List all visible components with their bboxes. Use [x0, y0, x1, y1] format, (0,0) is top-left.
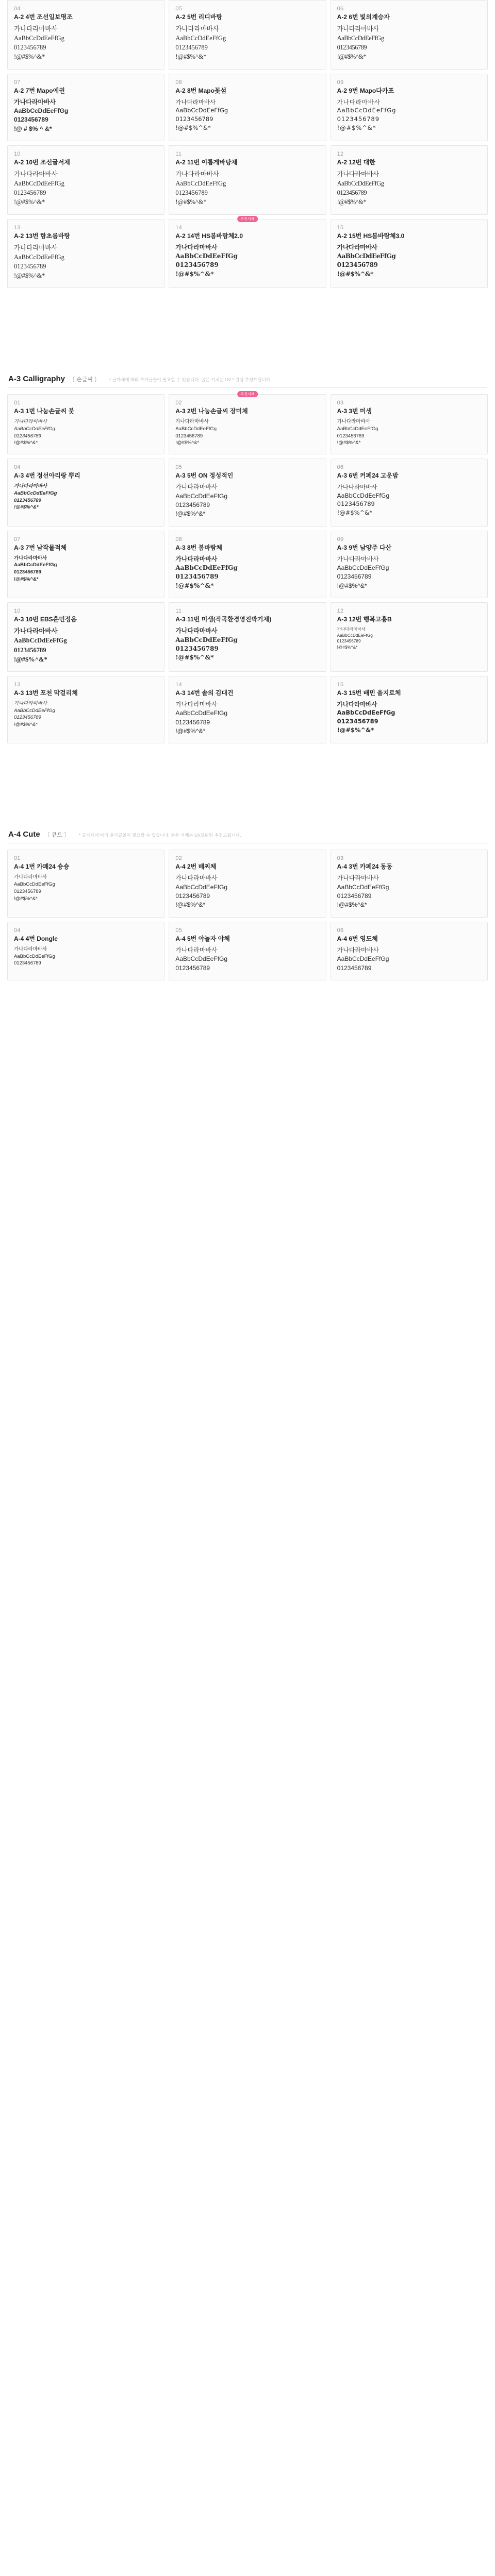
font-card[interactable]: [331, 531, 488, 599]
font-sample: [337, 24, 481, 62]
section-spacer: [0, 288, 495, 365]
font-card-number: 07: [14, 536, 21, 543]
font-sample-line: 가나다라마바사: [175, 946, 218, 954]
font-card[interactable]: [169, 922, 326, 980]
font-card-name: A-3 4번 정선아리랑 뿌리: [14, 472, 80, 480]
font-card[interactable]: [331, 676, 488, 744]
font-card-name: A-3 8번 봄바람체: [175, 544, 222, 551]
font-sample: [175, 874, 319, 910]
font-card-number: 15: [337, 681, 344, 688]
font-card-number: 15: [337, 224, 344, 231]
font-card-number: 03: [337, 855, 344, 862]
font-card-name: A-2 14번 HS봄바람체2.0: [175, 232, 243, 240]
font-sample-line: !@#$%^&*: [175, 53, 207, 61]
font-card[interactable]: [331, 74, 488, 142]
section-spacer: [0, 743, 495, 821]
font-sample-line: 가나다라마바사: [175, 627, 218, 635]
font-sample: [14, 700, 158, 728]
font-sample-line: 가나다라마바사: [337, 874, 379, 882]
font-card[interactable]: [169, 850, 326, 918]
font-sample-line: 0123456789: [175, 964, 210, 972]
font-sample-line: AaBbCcDdEeFfGg: [175, 564, 238, 572]
font-sample-line: 0123456789: [175, 115, 213, 123]
font-sample-line: AaBbCcDdEeFfGg: [14, 180, 64, 188]
font-sample-line: 0123456789: [337, 892, 372, 900]
font-sample-line: !@#$%^&*: [337, 901, 367, 909]
font-sample-line: AaBbCcDdEeFfGg: [14, 637, 67, 645]
recommended-badge: 추천서체: [237, 216, 258, 222]
font-sample-line: !@#$%^&*: [14, 504, 39, 511]
font-card-name: A-3 11번 미생(작곡환경영진박기체): [175, 616, 272, 623]
font-card-name: A-2 13번 함초롬바탕: [14, 232, 70, 240]
font-card-name: A-3 12번 행복고흥B: [337, 616, 392, 623]
font-sample-line: AaBbCcDdEeFfGg: [337, 180, 384, 188]
font-sample-line: AaBbCcDdEeFfGg: [175, 35, 226, 42]
font-sample-line: 0123456789: [14, 433, 41, 439]
font-card[interactable]: [169, 74, 326, 142]
font-card-number: 13: [14, 681, 21, 688]
font-card[interactable]: [169, 0, 326, 70]
font-card[interactable]: [7, 531, 164, 599]
font-card-name: A-2 15번 HS봄바람체3.0: [337, 232, 405, 240]
font-sample: [175, 946, 319, 973]
font-sample: [175, 626, 319, 663]
font-card-number: 02: [175, 400, 183, 406]
font-sample-line: 0123456789: [14, 116, 48, 124]
font-sample-line: 0123456789: [337, 261, 378, 269]
font-sample-line: AaBbCcDdEeFfGg: [175, 883, 228, 891]
font-card-name: A-3 1번 나눔손글씨 붓: [14, 408, 75, 415]
font-sample-line: AaBbCcDdEeFfGg: [14, 107, 69, 114]
font-sample-line: !@#$%^&*: [337, 726, 374, 734]
font-sample: [175, 24, 319, 62]
font-card-name: A-3 15번 배민 을지로체: [337, 689, 401, 697]
font-sample-line: !@#$%^&*: [175, 198, 207, 206]
font-sample-line: 0123456789: [175, 718, 210, 726]
font-sample-line: 가나다라마바사: [14, 419, 47, 425]
font-card-number: 05: [175, 464, 183, 471]
font-sample: [175, 555, 319, 591]
font-sample-line: 0123456789: [337, 115, 380, 123]
font-card-number: 11: [175, 151, 182, 158]
font-sample-line: 가나다라마바사: [175, 98, 216, 106]
font-card-number: 06: [337, 464, 344, 471]
font-card-number: 11: [175, 608, 182, 615]
font-sample-line: 0123456789: [175, 189, 208, 197]
font-sample-line: AaBbCcDdEeFfGg: [14, 490, 57, 496]
font-card-name: A-3 9번 남양주 다산: [337, 544, 392, 551]
font-card-number: 14: [175, 224, 183, 231]
font-sample-line: !@#$%^&*: [175, 440, 200, 446]
font-sample-line: AaBbCcDdEeFfGg: [337, 107, 397, 114]
font-sample-line: 0123456789: [337, 433, 365, 439]
font-sample-line: 0123456789: [14, 646, 46, 654]
font-card-name: A-3 14번 솔의 김대건: [175, 689, 234, 697]
font-card[interactable]: [7, 850, 164, 918]
section-title: A-3 Calligraphy: [8, 375, 65, 384]
font-sample: [337, 946, 481, 973]
font-sample-line: 가나다라마바사: [337, 946, 379, 954]
font-sample-line: 가나다라마바사: [337, 419, 370, 425]
font-card[interactable]: [169, 219, 326, 289]
font-sample: [175, 170, 319, 207]
font-sample-line: AaBbCcDdEeFfGg: [14, 953, 55, 959]
font-sample-line: !@#$%^&*: [14, 895, 38, 902]
font-sample-line: AaBbCcDdEeFfGg: [14, 562, 57, 568]
font-card-name: A-3 2번 나눔손글씨 장미체: [175, 408, 248, 415]
font-card-name: A-3 10번 EBS훈민정음: [14, 616, 77, 623]
font-card[interactable]: [169, 145, 326, 215]
font-card[interactable]: [169, 394, 326, 454]
font-sample-line: 가나다라마바사: [14, 171, 58, 178]
font-sample: [175, 418, 319, 447]
font-card-number: 03: [337, 400, 344, 406]
font-sample: [337, 483, 481, 517]
font-sample-line: 가나다라마바사: [175, 700, 218, 708]
font-card-name: A-2 11번 이롭게바탕체: [175, 159, 238, 166]
font-card-number: 05: [175, 6, 183, 12]
font-card[interactable]: [331, 459, 488, 527]
font-card-name: A-4 2번 배찌체: [175, 863, 217, 871]
font-sample: [14, 483, 158, 511]
font-sample: [14, 555, 158, 583]
font-card-number: 01: [14, 400, 21, 406]
font-sample-line: AaBbCcDdEeFfGg: [337, 955, 389, 963]
font-sample-line: AaBbCcDdEeFfGg: [14, 707, 55, 714]
font-sample: [14, 24, 158, 62]
font-sample-line: 가나다라마바사: [337, 171, 379, 178]
section-divider: [8, 387, 487, 388]
font-sample-line: 가나다라마바사: [337, 483, 377, 491]
font-sample-line: !@#$%^&*: [337, 270, 374, 278]
font-sample-line: !@#$%^&*: [14, 198, 45, 206]
font-card[interactable]: [7, 145, 164, 215]
font-card-number: 07: [14, 79, 21, 86]
font-sample-line: 가나다라마바사: [337, 25, 379, 32]
font-card[interactable]: [331, 850, 488, 918]
font-card-number: 01: [14, 855, 21, 862]
font-sample-line: 0123456789: [337, 44, 367, 52]
font-card[interactable]: [331, 922, 488, 980]
font-card-number: 10: [14, 151, 21, 158]
font-card[interactable]: [7, 219, 164, 289]
font-sample-line: 0123456789: [175, 501, 210, 509]
font-card-number: 10: [14, 608, 21, 615]
font-sample-line: 0123456789: [337, 189, 367, 197]
font-sample-line: !@#$%^&*: [14, 272, 45, 279]
font-sample-line: !@#$%^&*: [175, 510, 206, 518]
font-sample-line: 0123456789: [337, 964, 372, 972]
font-sample-line: AaBbCcDdEeFfGg: [175, 709, 228, 717]
font-card-name: A-3 3번 미생: [337, 408, 372, 415]
sections-root: [0, 0, 495, 980]
section-header: [0, 365, 495, 387]
font-sample-line: !@#$%^&*: [14, 53, 45, 61]
font-sample: [337, 243, 481, 279]
font-sample-line: 가나다라마바사: [337, 98, 381, 106]
font-sample: [337, 700, 481, 735]
font-card-name: A-2 8번 Mapo꽃섬: [175, 87, 227, 94]
font-card[interactable]: [331, 602, 488, 672]
font-card[interactable]: [331, 0, 488, 70]
font-sample-line: 가나다라마바사: [175, 243, 218, 251]
font-card-number: 05: [175, 927, 183, 934]
font-sample-line: 가나다라마바사: [175, 25, 219, 32]
font-sample-line: AaBbCcDdEeFfGg: [337, 35, 384, 42]
font-sample-line: !@#$%^&*: [14, 440, 38, 446]
section-note: * 글자체에 따라 추가글꼴이 필요할 수 있습니다. 굵은 서체는 UV프린팅 추천드립니다.: [109, 377, 272, 383]
recommended-badge: 추천서체: [237, 391, 258, 397]
font-sample-line: 0123456789: [175, 44, 208, 52]
font-sample-line: AaBbCcDdEeFfGg: [14, 253, 64, 261]
font-sample-line: 0123456789: [14, 497, 41, 503]
font-card-number: 04: [14, 464, 21, 471]
font-card-name: A-4 6번 영도체: [337, 935, 378, 942]
font-sample-line: 가나다라마바사: [175, 483, 218, 491]
font-card[interactable]: [169, 676, 326, 744]
font-sample: [337, 98, 481, 132]
font-sample: [337, 170, 481, 207]
font-card[interactable]: [331, 145, 488, 215]
font-catalog-page: [0, 0, 495, 980]
font-card[interactable]: [169, 459, 326, 527]
font-sample-line: 가나다라마바사: [337, 700, 377, 708]
font-sample: [337, 418, 481, 447]
font-sample-line: !@#$%^&*: [175, 654, 214, 662]
font-card[interactable]: [7, 602, 164, 672]
font-card-name: A-3 7번 남작물적체: [14, 544, 67, 551]
font-sample: [14, 874, 158, 902]
font-sample-line: AaBbCcDdEeFfGg: [14, 882, 55, 888]
font-card-number: 04: [14, 6, 21, 12]
font-sample-line: 0123456789: [14, 960, 41, 967]
font-sample-line: 0123456789: [175, 892, 210, 900]
font-card-name: A-2 4번 조선일보명조: [14, 13, 73, 21]
font-sample-line: AaBbCcDdEeFfGg: [175, 107, 228, 114]
font-sample: [175, 243, 319, 279]
font-sample-line: 가나다라마바사: [14, 483, 47, 489]
font-sample-line: 가나다라마바사: [14, 700, 47, 706]
section-title: A-4 Cute: [8, 830, 40, 839]
section-note: * 글자체에 따라 추가글꼴이 필요할 수 있습니다. 굵은 서체는 UV프린팅 추천드립니다.: [79, 833, 241, 838]
font-sample-line: !@#$%^&*: [175, 270, 214, 278]
font-card-grid: [0, 394, 495, 743]
font-card-name: A-4 1번 카페24 숑숑: [14, 863, 70, 871]
section-subtitle: 〔 손글씨 〕: [69, 377, 101, 383]
font-card-number: 06: [337, 927, 344, 934]
font-sample: [14, 170, 158, 207]
font-card-name: A-2 5번 리디바탕: [175, 13, 222, 21]
font-sample-line: AaBbCcDdEeFfGg: [337, 883, 389, 891]
font-sample-line: 가나다라마바사: [14, 555, 47, 561]
font-sample-line: 가나다라마바사: [14, 628, 58, 635]
font-sample-line: !@#$%^&*: [337, 440, 361, 446]
font-sample-line: AaBbCcDdEeFfGg: [337, 252, 396, 260]
font-card-name: A-2 7번 Mapo에권: [14, 87, 65, 94]
font-sample-line: 0123456789: [175, 573, 219, 581]
font-sample: [337, 874, 481, 910]
font-sample-line: !@#$%^&*: [175, 901, 206, 909]
font-card[interactable]: [169, 602, 326, 672]
font-sample-line: 가나다라마바사: [175, 555, 218, 563]
font-sample-line: !@#$%^&*: [14, 576, 39, 582]
font-card-name: A-2 9번 Mapo다카포: [337, 87, 394, 94]
font-sample-line: 가나다라마바사: [337, 243, 377, 251]
font-sample-line: AaBbCcDdEeFfGg: [337, 564, 389, 572]
font-sample-line: AaBbCcDdEeFfGg: [175, 955, 228, 963]
font-sample-line: 가나다라마바사: [14, 98, 56, 106]
font-sample-line: !@#$%^&*: [337, 198, 367, 206]
font-card-number: 09: [337, 79, 344, 86]
font-sample: [14, 98, 158, 134]
font-sample: [14, 946, 158, 967]
font-sample-line: 가나다라마바사: [337, 555, 379, 563]
font-sample: [337, 555, 481, 591]
font-card[interactable]: [7, 922, 164, 980]
font-sample-line: !@#$%^&*: [337, 582, 367, 589]
font-card-name: A-3 6번 커페24 고운밤: [337, 472, 399, 480]
font-sample-line: 0123456789: [14, 569, 41, 575]
font-card[interactable]: [331, 219, 488, 289]
font-sample-line: !@#$%^&*: [14, 655, 47, 663]
font-card[interactable]: [7, 74, 164, 142]
font-sample-line: 0123456789: [14, 189, 46, 197]
section-subtitle: 〔 큐트 〕: [44, 832, 70, 839]
font-card-grid: [0, 0, 495, 288]
font-card-name: A-2 10번 조선굴서체: [14, 159, 70, 166]
font-sample-line: AaBbCcDdEeFfGg: [175, 252, 238, 260]
font-card[interactable]: [7, 394, 164, 454]
font-card-number: 13: [14, 224, 21, 231]
font-sample-line: !@#$%^&*: [337, 53, 367, 61]
font-card-number: 02: [175, 855, 183, 862]
font-sample-line: 0123456789: [337, 718, 378, 725]
font-sample-line: AaBbCcDdEeFfGg: [14, 35, 64, 42]
font-sample-line: AaBbCcDdEeFfGg: [175, 180, 226, 188]
font-sample-line: 가나다라마바사: [14, 25, 58, 32]
font-card[interactable]: [7, 459, 164, 527]
font-card-name: A-2 6번 빛의계승자: [337, 13, 390, 21]
font-card-number: 04: [14, 927, 21, 934]
font-card[interactable]: [169, 531, 326, 599]
font-sample: [175, 98, 319, 132]
font-card-number: 08: [175, 536, 183, 543]
font-sample-line: AaBbCcDdEeFfGg: [14, 426, 55, 432]
font-sample-line: AaBbCcDdEeFfGg: [337, 709, 395, 717]
font-card-number: 12: [337, 151, 344, 158]
font-sample-line: 가나다라마바사: [175, 171, 219, 178]
font-card-number: 12: [337, 608, 344, 615]
font-card-number: 09: [337, 536, 344, 543]
font-sample-line: 가나다라마바사: [175, 874, 218, 882]
font-card-name: A-2 12번 대한: [337, 159, 375, 166]
font-card-name: A-4 3번 카페24 동동: [337, 863, 392, 871]
font-sample: [175, 483, 319, 519]
font-sample-line: 0123456789: [337, 639, 361, 644]
font-sample-line: 0123456789: [337, 500, 375, 508]
font-sample-line: !@#$%^&*: [337, 124, 376, 131]
font-card[interactable]: [7, 0, 164, 70]
font-sample-line: 0123456789: [337, 573, 372, 581]
font-sample-line: 0123456789: [175, 645, 219, 653]
font-sample: [14, 418, 158, 447]
font-sample-line: 0123456789: [14, 262, 46, 270]
font-sample-line: !@#$%^&*: [337, 645, 358, 650]
font-sample-line: AaBbCcDdEeFfGg: [175, 636, 238, 643]
font-sample-line: 가나다라마바사: [14, 244, 58, 251]
font-card-number: 06: [337, 6, 344, 12]
section-header: [0, 821, 495, 843]
font-sample-line: 0123456789: [14, 888, 41, 894]
font-sample-line: AaBbCcDdEeFfGg: [337, 492, 390, 499]
font-sample-line: 가나다라마바사: [14, 874, 47, 880]
font-sample: [14, 243, 158, 281]
font-sample-line: 가나다라마바사: [14, 946, 47, 952]
font-sample-line: AaBbCcDdEeFfGg: [175, 426, 217, 432]
font-sample-line: 0123456789: [175, 261, 219, 269]
font-card-name: A-4 4번 Dongle: [14, 935, 58, 942]
font-card-name: A-4 5번 야놀자 야체: [175, 935, 230, 942]
font-sample-line: !@#$%^&*: [175, 582, 214, 589]
font-sample-line: 가나다라마바사: [175, 419, 209, 425]
font-sample-line: 0123456789: [175, 433, 203, 439]
font-sample-line: !@#$%^&*: [14, 722, 38, 728]
font-card-number: 14: [175, 681, 183, 688]
font-sample-line: AaBbCcDdEeFfGg: [337, 633, 373, 638]
font-sample-line: !@#$%^&*: [337, 509, 372, 517]
font-card-name: A-3 5번 ON 정성적인: [175, 472, 234, 480]
font-sample-line: !@#$%^&*: [175, 727, 206, 735]
font-card[interactable]: [7, 676, 164, 744]
font-sample-line: AaBbCcDdEeFfGg: [175, 492, 228, 500]
font-sample-line: !@ # $% ^ &*: [14, 125, 52, 132]
font-sample: [337, 626, 481, 650]
font-card-name: A-3 13번 포천 막걸리체: [14, 689, 78, 697]
font-card[interactable]: [331, 394, 488, 454]
font-sample-line: 0123456789: [14, 715, 41, 721]
font-sample-line: 가나다라마바사: [337, 627, 366, 632]
font-card-number: 08: [175, 79, 183, 86]
font-sample-line: !@#$%^&*: [175, 124, 211, 131]
font-sample: [14, 626, 158, 664]
font-sample: [175, 700, 319, 736]
font-sample-line: 0123456789: [14, 44, 46, 52]
font-sample-line: AaBbCcDdEeFfGg: [337, 426, 378, 432]
font-card-grid: [0, 850, 495, 980]
